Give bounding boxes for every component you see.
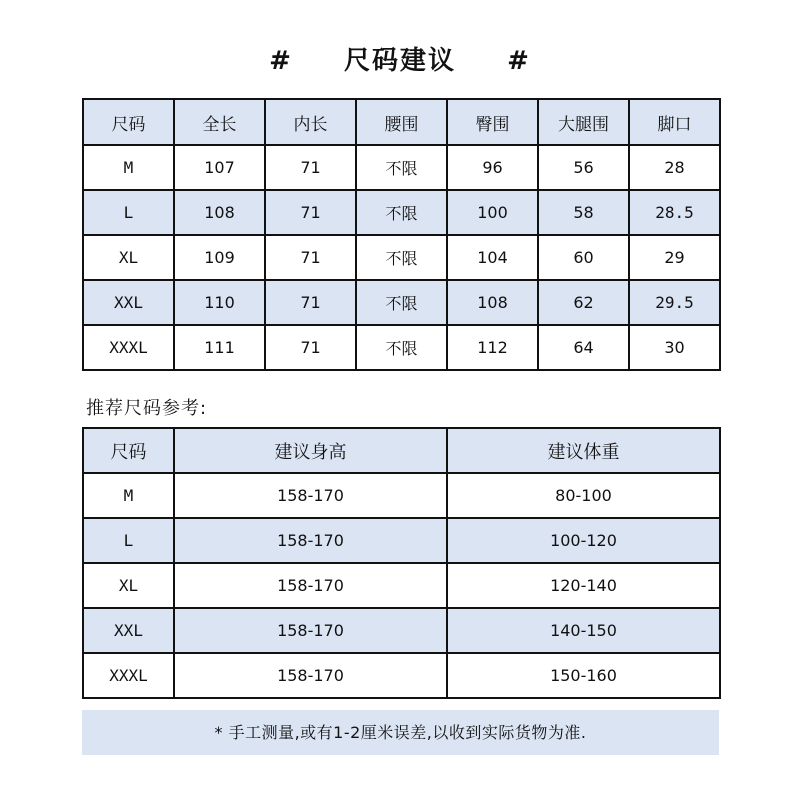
weight-cell: 140-150	[447, 608, 720, 653]
table-cell: 不限	[356, 280, 447, 325]
header-cell: 脚口	[629, 99, 720, 145]
size-cell: L	[83, 190, 174, 235]
size-cell: XXXL	[83, 653, 174, 698]
size-cell: XL	[83, 563, 174, 608]
table-row	[83, 473, 720, 518]
recommend-title: 推荐尺码参考:	[86, 398, 208, 419]
table-cell: 64	[538, 325, 629, 370]
table-cell: 29.5	[629, 280, 720, 325]
table-cell: 30	[629, 325, 720, 370]
size-cell: XL	[83, 235, 174, 280]
header-cell: 尺码	[83, 99, 174, 145]
weight-cell: 100-120	[447, 518, 720, 563]
height-cell: 158-170	[174, 473, 447, 518]
table-row	[83, 518, 720, 563]
table-cell: 71	[265, 280, 356, 325]
table-row	[83, 280, 720, 325]
header-cell: 尺码	[83, 428, 174, 473]
size-cell: XXXL	[83, 325, 174, 370]
table-cell: 71	[265, 190, 356, 235]
recommend-size-table	[82, 427, 721, 699]
table-cell: 不限	[356, 145, 447, 190]
table-cell: 71	[265, 235, 356, 280]
header-cell: 臀围	[447, 99, 538, 145]
table-cell: 110	[174, 280, 265, 325]
table-cell: 71	[265, 145, 356, 190]
header-cell: 建议体重	[447, 428, 720, 473]
table-row	[83, 235, 720, 280]
table-cell: 96	[447, 145, 538, 190]
table-cell: 28	[629, 145, 720, 190]
table-cell: 28.5	[629, 190, 720, 235]
table-cell: 60	[538, 235, 629, 280]
size-cell: M	[83, 473, 174, 518]
height-cell: 158-170	[174, 563, 447, 608]
table-cell: 不限	[356, 190, 447, 235]
table-row	[83, 325, 720, 370]
header-cell: 建议身高	[174, 428, 447, 473]
title-hash-right: #	[507, 46, 531, 76]
weight-cell: 80-100	[447, 473, 720, 518]
table-cell: 104	[447, 235, 538, 280]
table-cell: 62	[538, 280, 629, 325]
table-row	[83, 145, 720, 190]
page-title	[0, 40, 800, 77]
weight-cell: 120-140	[447, 563, 720, 608]
size-cell: M	[83, 145, 174, 190]
height-cell: 158-170	[174, 518, 447, 563]
size-table-header-row	[83, 99, 720, 145]
height-cell: 158-170	[174, 608, 447, 653]
table-cell: 109	[174, 235, 265, 280]
table-cell: 56	[538, 145, 629, 190]
height-cell: 158-170	[174, 653, 447, 698]
header-cell: 全长	[174, 99, 265, 145]
weight-cell: 150-160	[447, 653, 720, 698]
header-cell: 内长	[265, 99, 356, 145]
size-cell: L	[83, 518, 174, 563]
size-cell: XXL	[83, 280, 174, 325]
table-cell: 111	[174, 325, 265, 370]
table-cell: 108	[174, 190, 265, 235]
table-row	[83, 190, 720, 235]
table-row	[83, 653, 720, 698]
table-cell: 不限	[356, 325, 447, 370]
recommend-table-header-row	[83, 428, 720, 473]
size-cell: XXL	[83, 608, 174, 653]
title-text: 尺码建议	[343, 46, 456, 76]
title-hash-left: #	[269, 46, 293, 76]
table-row	[83, 608, 720, 653]
table-cell: 58	[538, 190, 629, 235]
table-cell: 100	[447, 190, 538, 235]
table-cell: 107	[174, 145, 265, 190]
table-cell: 112	[447, 325, 538, 370]
table-cell: 108	[447, 280, 538, 325]
size-chart-table	[82, 98, 721, 371]
table-row	[83, 563, 720, 608]
table-cell: 29	[629, 235, 720, 280]
table-cell: 71	[265, 325, 356, 370]
header-cell: 腰围	[356, 99, 447, 145]
header-cell: 大腿围	[538, 99, 629, 145]
table-cell: 不限	[356, 235, 447, 280]
measurement-note: * 手工测量,或有1-2厘米误差,以收到实际货物为准.	[82, 710, 719, 755]
